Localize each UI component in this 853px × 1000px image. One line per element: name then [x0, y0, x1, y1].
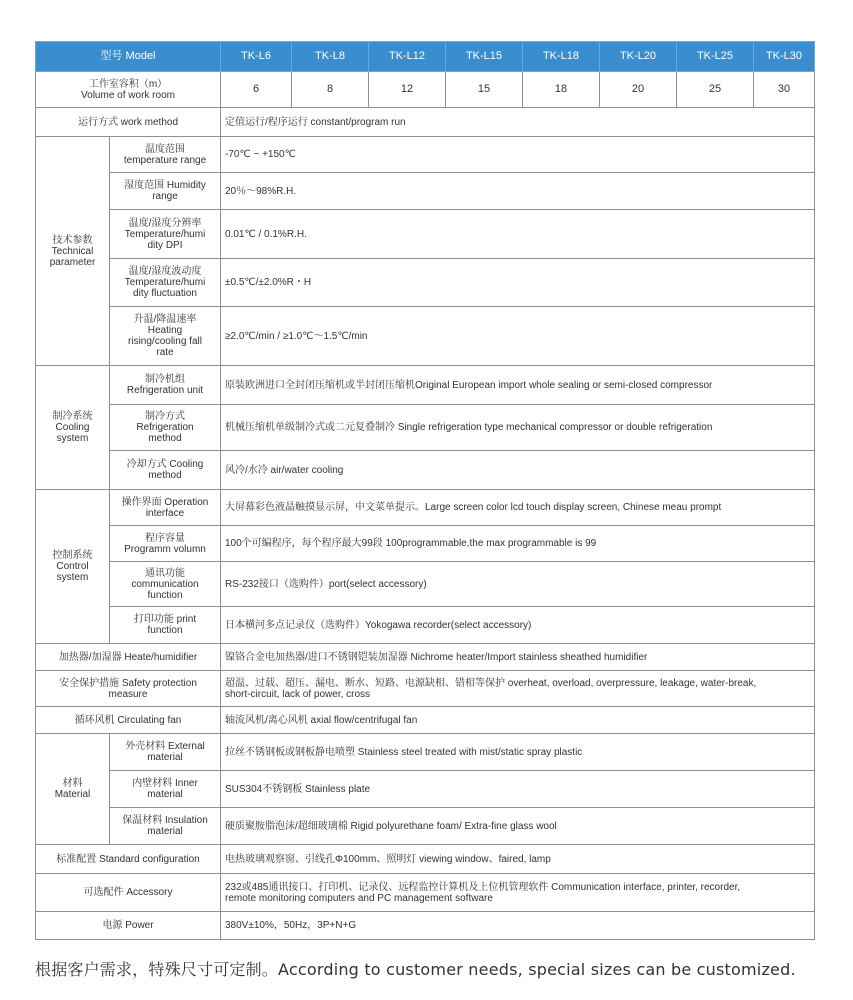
control-param-label: 通讯功能 communication function: [110, 562, 221, 607]
model-name: TK-L12: [369, 42, 446, 72]
volume-value: 15: [446, 72, 523, 108]
tech-row: [36, 210, 815, 259]
model-header: 型号 Model: [36, 42, 221, 72]
cooling-param-value: 原装欧洲进口全封闭压缩机或半封闭压缩机Original European import whole sealing or semi-closed compressor: [221, 366, 815, 405]
control-param-value: 100个可编程序，每个程序最大99段 100programmable,the max programmable is 99: [221, 526, 815, 562]
technical-group-label: 技术参数 Technical parameter: [36, 137, 110, 366]
tech-param-label: 温度/湿度分辨率 Temperature/humi dity DPI: [110, 210, 221, 259]
model-name: TK-L6: [221, 42, 292, 72]
tech-param-value: ≥2.0℃/min / ≥1.0℃～1.5℃/min: [221, 307, 815, 366]
model-name: TK-L20: [600, 42, 677, 72]
safety-row: [36, 671, 815, 707]
power-label: 电源 Power: [36, 912, 221, 940]
tech-param-value: ±0.5℃/±2.0%R・H: [221, 259, 815, 307]
material-param-value: 硬质聚胺脂泡沫/超细玻璃棉 Rigid polyurethane foam/ Extra-fine glass wool: [221, 808, 815, 845]
volume-value: 8: [292, 72, 369, 108]
fan-row: [36, 707, 815, 734]
fan-label: 循环风机 Circulating fan: [36, 707, 221, 734]
control-row: [36, 607, 815, 644]
tech-param-label: 温度范围 temperature range: [110, 137, 221, 173]
heater-label: 加热器/加湿器 Heate/humidifier: [36, 644, 221, 671]
volume-label: 工作室容积（m） Volume of work room: [36, 72, 221, 108]
material-row: [36, 734, 815, 771]
material-group-label: 材料 Material: [36, 734, 110, 845]
volume-value: 6: [221, 72, 292, 108]
safety-value: 超温、过载、超压、漏电、断水、短路、电源缺相、错相等保护 overheat, overload, overpressure, leakage, water-break, short-circuit, lack of power, cross: [221, 671, 815, 707]
standard-label: 标准配置 Standard configuration: [36, 845, 221, 874]
header-row: [36, 42, 815, 72]
tech-row: [36, 173, 815, 210]
control-row: [36, 562, 815, 607]
model-name: TK-L18: [523, 42, 600, 72]
material-param-value: SUS304不锈钢板 Stainless plate: [221, 771, 815, 808]
cooling-param-value: 风冷/水冷 air/water cooling: [221, 451, 815, 490]
control-param-label: 程序容量 Programm volumn: [110, 526, 221, 562]
volume-row: [36, 72, 815, 108]
tech-param-label: 升温/降温速率 Heating rising/cooling fall rate: [110, 307, 221, 366]
tech-row: [36, 307, 815, 366]
work-method-value: 定值运行/程序运行 constant/program run: [221, 108, 815, 137]
control-param-value: 大屏幕彩色液晶触摸显示屏，中文菜单提示。Large screen color lcd touch display screen, Chinese meau prompt: [221, 490, 815, 526]
heater-row: [36, 644, 815, 671]
cooling-row: [36, 366, 815, 405]
control-row: [36, 526, 815, 562]
tech-param-value: -70℃ ~ +150℃: [221, 137, 815, 173]
tech-param-value: 0.01℃ / 0.1%R.H.: [221, 210, 815, 259]
work-method-label: 运行方式 work method: [36, 108, 221, 137]
heater-value: 镍铬合金电加热器/进口不锈钢铠装加湿器 Nichrome heater/Import stainless sheathed humidifier: [221, 644, 815, 671]
volume-value: 18: [523, 72, 600, 108]
volume-value: 25: [677, 72, 754, 108]
accessory-row: [36, 874, 815, 912]
tech-param-label: 湿度范围 Humidity range: [110, 173, 221, 210]
material-row: [36, 771, 815, 808]
material-param-label: 内壁材料 Inner material: [110, 771, 221, 808]
model-name: TK-L30: [754, 42, 815, 72]
tech-row: [36, 259, 815, 307]
volume-value: 30: [754, 72, 815, 108]
standard-row: [36, 845, 815, 874]
cooling-param-label: 制冷机组 Refrigeration unit: [110, 366, 221, 405]
volume-value: 12: [369, 72, 446, 108]
volume-value: 20: [600, 72, 677, 108]
accessory-value: 232或485通讯接口、打印机、记录仪、远程监控计算机及上位机管理软件 Communication interface, printer, recorder, remote monitoring computers and PC management software: [221, 874, 815, 912]
power-row: [36, 912, 815, 940]
model-name: TK-L15: [446, 42, 523, 72]
control-param-value: 日本横河多点记录仪（选购件）Yokogawa recorder(select accessory): [221, 607, 815, 644]
cooling-row: [36, 405, 815, 451]
model-name: TK-L8: [292, 42, 369, 72]
control-param-label: 操作界面 Operation interface: [110, 490, 221, 526]
control-param-value: RS-232接口（选购件）port(select accessory): [221, 562, 815, 607]
control-group-label: 控制系统 Control system: [36, 490, 110, 644]
material-param-label: 保温材料 Insulation material: [110, 808, 221, 845]
tech-row: [36, 137, 815, 173]
power-value: 380V±10%，50Hz，3P+N+G: [221, 912, 815, 940]
accessory-label: 可选配件 Accessory: [36, 874, 221, 912]
material-param-value: 拉丝不锈钢板或钢板静电喷塑 Stainless steel treated with mist/static spray plastic: [221, 734, 815, 771]
safety-label: 安全保护措施 Safety protection measure: [36, 671, 221, 707]
model-name: TK-L25: [677, 42, 754, 72]
fan-value: 轴流风机/离心风机 axial flow/centrifugal fan: [221, 707, 815, 734]
cooling-param-value: 机械压缩机单级制冷式或二元复叠制冷 Single refrigeration type mechanical compressor or double refrigeration: [221, 405, 815, 451]
cooling-row: [36, 451, 815, 490]
control-row: [36, 490, 815, 526]
material-row: [36, 808, 815, 845]
spec-table: [35, 41, 815, 940]
work-method-row: [36, 108, 815, 137]
cooling-param-label: 冷却方式 Cooling method: [110, 451, 221, 490]
tech-param-value: 20％～98%R.H.: [221, 173, 815, 210]
control-param-label: 打印功能 print function: [110, 607, 221, 644]
tech-param-label: 温度/湿度波动度 Temperature/humi dity fluctuation: [110, 259, 221, 307]
standard-value: 电热玻璃观察窗、引线孔Φ100mm、照明灯 viewing window、faired, lamp: [221, 845, 815, 874]
cooling-group-label: 制冷系统 Cooling system: [36, 366, 110, 490]
material-param-label: 外壳材料 External material: [110, 734, 221, 771]
cooling-param-label: 制冷方式 Refrigeration method: [110, 405, 221, 451]
footnote: 根据客户需求，特殊尺寸可定制。According to customer needs, special sizes can be customized.: [35, 960, 796, 979]
